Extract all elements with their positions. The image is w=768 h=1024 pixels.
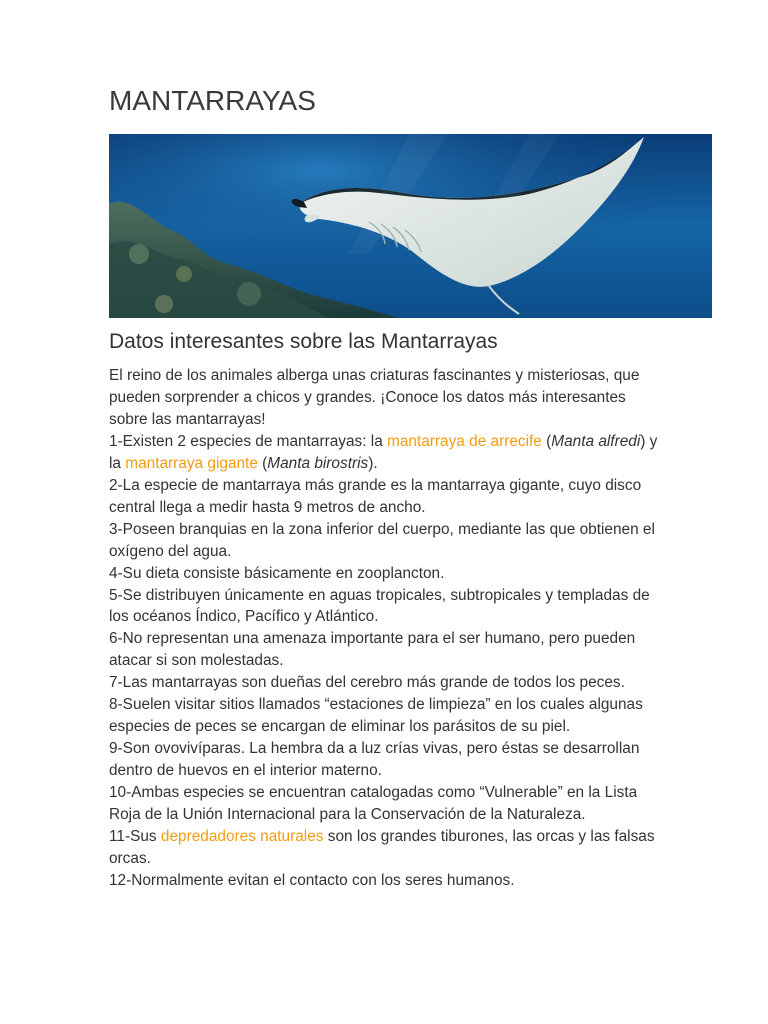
fact-12: 12-Normalmente evitan el contacto con los seres humanos. bbox=[109, 871, 515, 889]
link-depredadores-naturales[interactable]: depredadores naturales bbox=[160, 828, 324, 846]
manta-ray-photo bbox=[109, 134, 712, 318]
scientific-name-birostris: Manta birostris bbox=[267, 454, 369, 472]
fact-10: 10-Ambas especies se encuentran catalogadas como “Vulnerable” en la Lista Roja de la Unión Internacional para la Conservación de la Naturaleza. bbox=[109, 784, 638, 824]
fact-1 bbox=[109, 431, 661, 475]
fact-11-prefix: 11-Sus bbox=[109, 828, 161, 846]
fact-1-prefix: 1-Existen 2 especies de mantarrayas: la bbox=[109, 432, 388, 450]
fact-3: 3-Poseen branquias en la zona inferior del cuerpo, mediante las que obtienen el oxígeno del agua. bbox=[109, 520, 655, 560]
article-body bbox=[109, 365, 661, 892]
fact-8: 8-Suelen visitar sitios llamados “estaciones de limpieza” en los cuales algunas especies de peces se encargan de eliminar los parásitos de su piel. bbox=[109, 696, 643, 736]
intro-paragraph: El reino de los animales alberga unas criaturas fascinantes y misteriosas, que pueden sorprender a chicos y grandes. ¡Conoce los datos más interesantes sobre las mantarrayas! bbox=[109, 367, 640, 428]
fact-1-paren-open-2: ( bbox=[257, 454, 268, 472]
fact-11-suffix: son los grandes tiburones, las orcas y las falsas orcas. bbox=[109, 828, 655, 867]
page-title: MANTARRAYAS bbox=[109, 85, 316, 116]
fact-7: 7-Las mantarrayas son dueñas del cerebro más grande de todos los peces. bbox=[109, 674, 625, 692]
fact-1-paren-open: ( bbox=[541, 432, 552, 450]
fact-1-end: ). bbox=[368, 454, 378, 472]
link-mantarraya-de-arrecife[interactable]: mantarraya de arrecife bbox=[387, 432, 542, 450]
fact-6: 6-No representan una amenaza importante para el ser humano, pero pueden atacar si son molestadas. bbox=[109, 630, 636, 670]
section-heading: Datos interesantes sobre las Mantarrayas bbox=[109, 330, 498, 353]
scientific-name-alfredi: Manta alfredi bbox=[551, 432, 641, 450]
fact-4: 4-Su dieta consiste básicamente en zooplancton. bbox=[109, 564, 445, 582]
fact-1-mid: ) y la bbox=[109, 432, 658, 472]
fact-9: 9-Son ovovivíparas. La hembra da a luz crías vivas, pero éstas se desarrollan dentro de huevos en el interior materno. bbox=[109, 740, 640, 780]
fact-11 bbox=[109, 826, 661, 870]
link-mantarraya-gigante[interactable]: mantarraya gigante bbox=[125, 454, 258, 472]
fact-5: 5-Se distribuyen únicamente en aguas tropicales, subtropicales y templadas de los océanos Índico, Pacífico y Atlántico. bbox=[109, 586, 650, 626]
fact-2: 2-La especie de mantarraya más grande es la mantarraya gigante, cuyo disco central llega a medir hasta 9 metros de ancho. bbox=[109, 476, 642, 516]
